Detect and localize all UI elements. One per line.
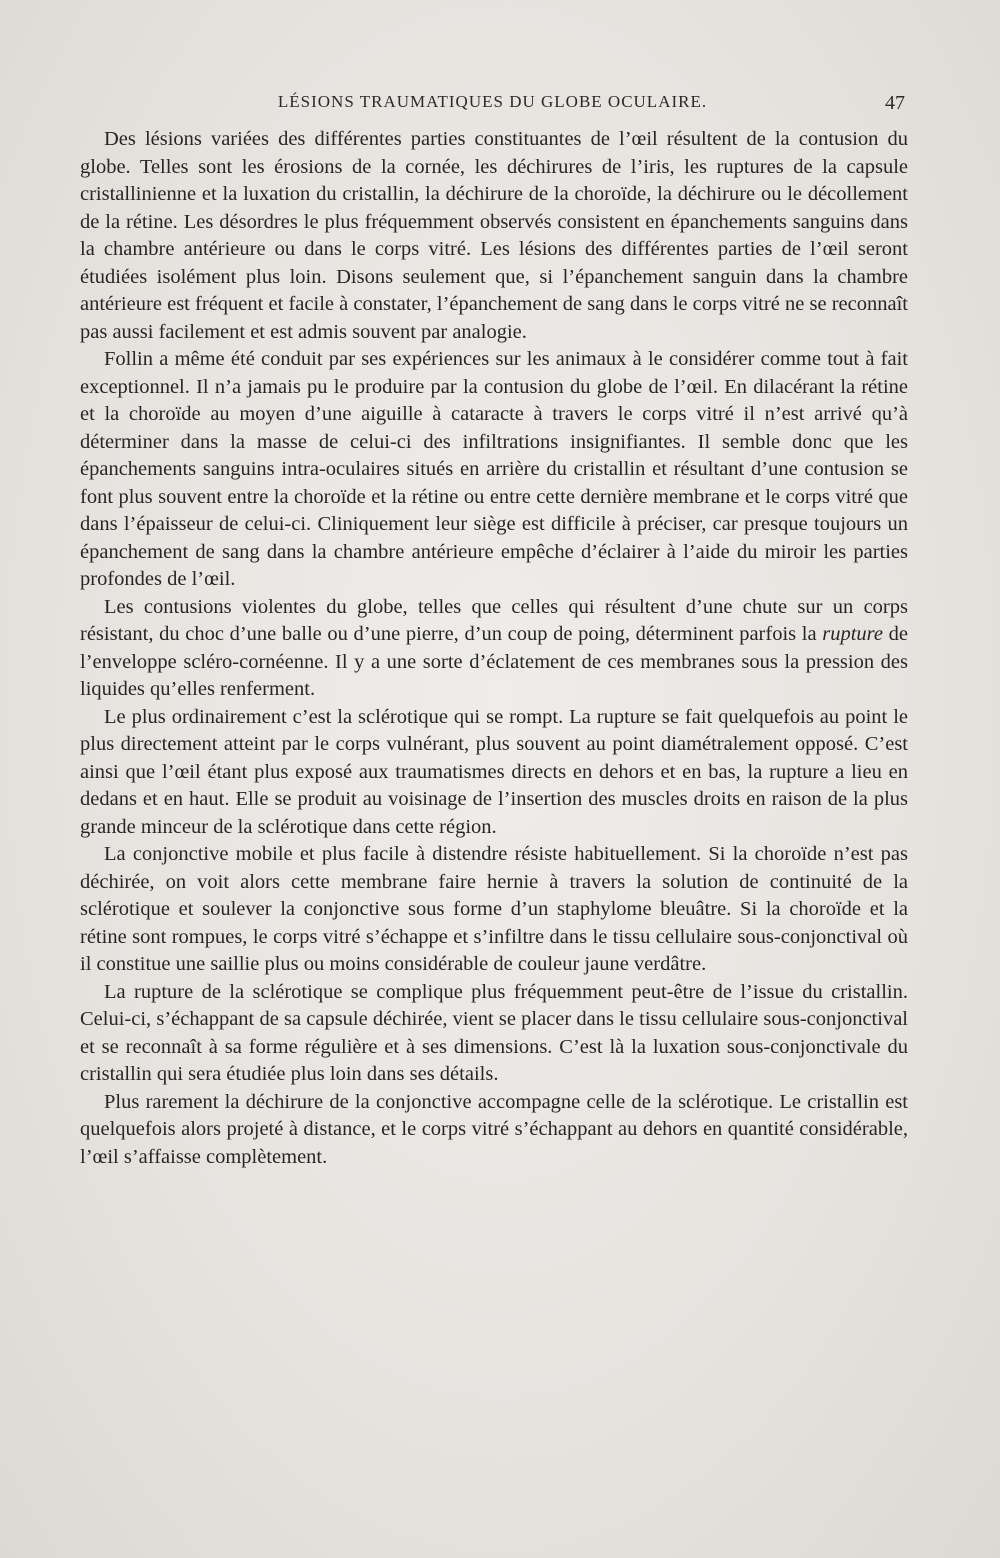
paragraph-text-after: de l’enveloppe scléro-cornéenne. Il y a une sorte d’éclatement de ces membranes sous la pression des liquides qu’elles renferment. xyxy=(80,623,908,700)
running-title: LÉSIONS TRAUMATIQUES DU GLOBE OCULAIRE. xyxy=(277,92,708,111)
page-number: 47 xyxy=(885,92,905,114)
paragraph-conjunctiva-tear: Plus rarement la déchirure de la conjonctive accompagne celle de la sclérotique. Le cristallin est quelquefois alors projeté à distance, et le corps vitré s’échappant au dehors en quantité considérable, l’œil s’affaisse complètement. xyxy=(80,1090,908,1168)
body-text xyxy=(80,126,908,1171)
paragraph-lens-luxation: La rupture de la sclérotique se complique plus fréquemment peut-être de l’issue du cristallin. Celui-ci, s’échappant de sa capsule déchirée, vient se placer dans le tissu cellulaire sous-conjonctival et se reconnaît à sa forme régulière et à ses dimensions. C’est là la luxation sous-conjonctivale du cristallin qui sera étudiée plus loin dans ses détails. xyxy=(80,980,908,1085)
paragraph-text-before: Les contusions violentes du globe, telles que celles qui résultent d’une chute sur un corps résistant, du choc d’une balle ou d’une pierre, d’un coup de poing, déterminent parfois la xyxy=(80,595,908,645)
paragraph-conjunctiva: La conjonctive mobile et plus facile à distendre résiste habituellement. Si la choroïde n’est pas déchirée, on voit alors cette membrane faire hernie à travers la solution de continuité de la sclérotique et soulever la conjonctive sous forme d’un staphylome bleuâtre. Si la choroïde et la rétine sont rompues, le corps vitré s’échappe et s’infiltre dans le tissu cellulaire sous-conjonctival où il constitue une saillie plus ou moins considérable de couleur jaune verdâtre. xyxy=(80,843,908,975)
emphasized-term: rupture xyxy=(822,623,883,645)
paragraph-sclera-rupture: Le plus ordinairement c’est la sclérotique qui se rompt. La rupture se fait quelquefois au point le plus directement atteint par le corps vulnérant, plus souvent au point diamétralement opposé. C’est ainsi que l’œil étant plus exposé aux traumatismes directs en dehors et en bas, la rupture a lieu en dedans et en haut. Elle se produit au voisinage de l’insertion des muscles droits en raison de la plus grande minceur de la sclérotique dans cette région. xyxy=(80,705,908,838)
paragraph-violent-contusions xyxy=(80,594,908,704)
paragraph-contusion-lesions: Des lésions variées des différentes parties constituantes de l’œil résultent de la contusion du globe. Telles sont les érosions de la cornée, les déchirures de l’iris, les ruptures de la capsule cristallinienne et la luxation du cristallin, la déchirure de la choroïde, la déchirure ou le décollement de la rétine. Les désordres le plus fréquemment observés consistent en épanchements sanguins dans la chambre antérieure ou dans le corps vitré. Les lésions des différentes parties de l’œil seront étudiées isolément plus loin. Disons seulement que, si l’épanchement sanguin dans la chambre antérieure est fréquent et facile à constater, l’épanchement de sang dans le corps vitré ne se reconnaît pas aussi facilement et est admis souvent par analogie. xyxy=(80,128,908,343)
paragraph-follin-experiments: Follin a même été conduit par ses expériences sur les animaux à le considérer comme tout à fait exceptionnel. Il n’a jamais pu le produire par la contusion du globe de l’œil. En dilacérant la rétine et la choroïde au moyen d’une aiguille à cataracte à travers le corps vitré il n’est arrivé qu’à déterminer dans la masse de celui-ci des infiltrations insignifiantes. Il semble donc que les épanchements sanguins intra-oculaires situés en arrière du cristallin et résultant d’une contusion se font plus souvent entre la choroïde et la rétine ou entre cette dernière membrane et le corps vitré que dans l’épaisseur de celui-ci. Cliniquement leur siège est difficile à préciser, car presque toujours un épanchement de sang dans la chambre antérieure empêche d’éclairer à l’aide du miroir les parties profondes de l’œil. xyxy=(80,348,908,590)
running-header xyxy=(80,92,905,118)
